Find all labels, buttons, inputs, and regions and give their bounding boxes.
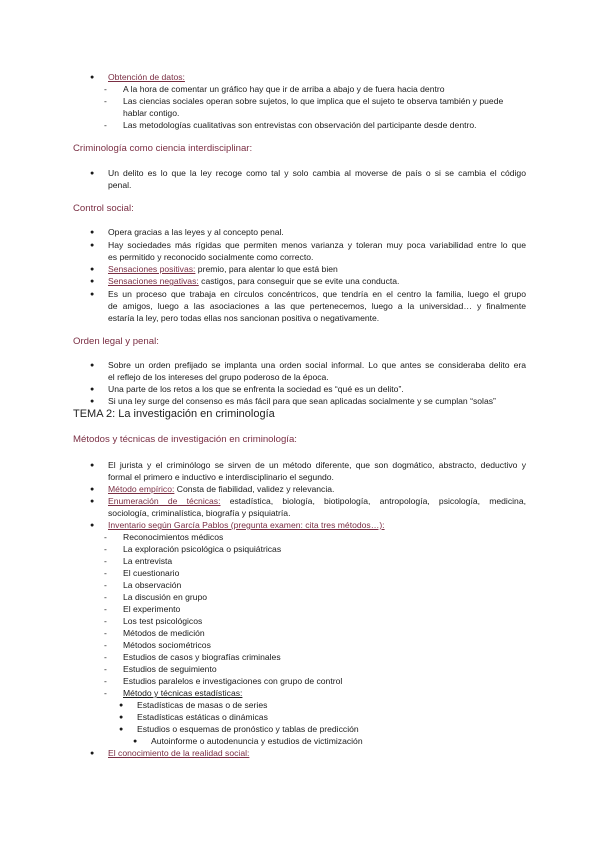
control-bullet-5: Es un proceso que trabaja en círculos concéntricos, que tendría en el centro la familia, luego el grupo	[108, 289, 526, 299]
inventario-item: La discusión en grupo	[123, 592, 208, 602]
control-bullet-2: Hay sociedades más rígidas que permiten menos varianza y toleran muy poca variabilidad entre lo que	[108, 240, 526, 250]
bullet-icon: ●	[90, 362, 95, 369]
bullet-icon: ●	[90, 291, 95, 298]
dash-icon: -	[104, 640, 107, 650]
control-bullet-3-label: Sensaciones positivas:	[108, 264, 196, 274]
inventario-item: Estudios de casos y biografías criminales	[123, 652, 281, 662]
control-bullet-3-text: premio, para alentar lo que está bien	[195, 264, 338, 274]
metodos-bullet-5: El conocimiento de la realidad social:	[108, 748, 250, 758]
orden-bullet-3: Si una ley surge del consenso es más fácil para que sean aplicadas socialmente y se cumplan “solas”	[108, 396, 496, 406]
inventario-item: El experimento	[123, 604, 181, 614]
control-bullet-5-cont2: estaría la ley, pero todas ellas nos sancionan positiva o negativamente.	[108, 313, 380, 323]
metodos-bullet-3-cont: sociología, criminalística, biografía y psiquiatría.	[108, 508, 291, 518]
bullet-icon: ●	[90, 229, 95, 236]
bullet-icon: ●	[90, 462, 95, 469]
tema-heading: TEMA 2: La investigación en criminología	[73, 408, 275, 420]
dash-icon: -	[104, 556, 107, 566]
obtencion-dash-3: Las metodologías cualitativas son entrevistas con observación del participante desde dentro.	[123, 120, 477, 130]
dash-icon: -	[104, 616, 107, 626]
inventario-item: La entrevista	[123, 556, 173, 566]
estadisticas-item: Estadísticas de masas o de series	[137, 700, 268, 710]
criminologia-bullet-1: Un delito es lo que la ley recoge como tal y solo cambia al moverse de país o si se cambia el código	[108, 168, 526, 178]
bullet-icon: ●	[90, 398, 95, 405]
metodos-bullet-2-text: Consta de fiabilidad, validez y relevancia.	[174, 484, 335, 494]
metodos-bullet-2-label: Método empírico:	[108, 484, 175, 494]
bullet-icon: ●	[90, 266, 95, 273]
control-bullet-1: Opera gracias a las leyes y al concepto penal.	[108, 227, 284, 237]
criminologia-bullet-1-cont: penal.	[108, 180, 132, 190]
inventario-item: Métodos de medición	[123, 628, 205, 638]
bullet-icon: ●	[90, 498, 95, 505]
dash-icon: -	[104, 544, 107, 554]
dash-icon: -	[104, 676, 107, 686]
criminologia-heading: Criminología como ciencia interdisciplinar:	[73, 143, 253, 154]
metodos-bullet-1: El jurista y el criminólogo se sirven de un método diferente, que son dogmático, abstracto, deductivo y	[108, 460, 526, 470]
inventario-item: La exploración psicológica o psiquiátricas	[123, 544, 282, 554]
metodos-bullet-4: Inventario según García Pablos (pregunta examen: cita tres métodos…):	[108, 520, 385, 530]
control-bullet-4	[108, 276, 399, 288]
bullet-icon: ●	[90, 386, 95, 393]
inventario-item: Los test psicológicos	[123, 616, 203, 626]
inventario-item: La observación	[123, 580, 182, 590]
bullet-icon: ●	[90, 170, 95, 177]
obtencion-dash-1: A la hora de comentar un gráfico hay que ir de arriba a abajo y de fuera hacia dentro	[123, 84, 445, 94]
dash-icon: -	[104, 628, 107, 638]
control-bullet-3	[108, 264, 338, 276]
dash-icon: -	[104, 664, 107, 674]
dash-icon: -	[104, 120, 107, 130]
orden-heading: Orden legal y penal:	[73, 336, 159, 347]
dash-icon: -	[104, 580, 107, 590]
bullet-icon: ●	[90, 74, 95, 81]
inventario-item: Reconocimientos médicos	[123, 532, 224, 542]
inventario-item: Estudios de seguimiento	[123, 664, 217, 674]
dash-icon: -	[104, 96, 107, 106]
dash-icon: -	[104, 568, 107, 578]
dash-icon: -	[104, 688, 107, 698]
bullet-icon: ●	[119, 714, 124, 721]
metodos-bullet-1-cont: formal el primero e inductivo e interdisciplinario el segundo.	[108, 472, 334, 482]
estadisticas-item: Estudios o esquemas de pronóstico y tablas de predicción	[137, 724, 359, 734]
bullet-icon: ●	[133, 738, 138, 745]
control-bullet-4-label: Sensaciones negativas:	[108, 276, 199, 286]
inventario-item: Métodos sociométricos	[123, 640, 211, 650]
estadisticas-item: Autoinforme o autodenuncia y estudios de victimización	[151, 736, 363, 746]
dash-icon: -	[104, 84, 107, 94]
control-bullet-4-text: castigos, para conseguir que se evite una conducta.	[198, 276, 400, 286]
dash-icon: -	[104, 652, 107, 662]
inventario-item: El cuestionario	[123, 568, 180, 578]
obtencion-title: Obtención de datos:	[108, 72, 185, 82]
control-heading: Control social:	[73, 203, 134, 214]
dash-icon: -	[104, 532, 107, 542]
estadisticas-label: Método y técnicas estadísticas:	[123, 688, 243, 698]
dash-icon: -	[104, 592, 107, 602]
metodos-heading: Métodos y técnicas de investigación en criminología:	[73, 434, 297, 445]
metodos-bullet-2	[108, 484, 334, 496]
control-bullet-2-cont: es permitido y reconocido socialmente como correcto.	[108, 252, 314, 262]
control-bullet-5-cont: de amigos, luego a las asociaciones a las que pertenecemos, luego a la universidad… y finalmente	[108, 301, 526, 311]
metodos-bullet-3	[108, 496, 526, 508]
obtencion-dash-2: Las ciencias sociales operan sobre sujetos, lo que implica que el sujeto te observa también y puede	[123, 96, 504, 106]
metodos-bullet-3-label: Enumeración de técnicas:	[108, 496, 221, 506]
orden-bullet-1: Sobre un orden prefijado se implanta una orden social informal. Lo que antes se consideraba delito era	[108, 360, 526, 370]
bullet-icon: ●	[90, 278, 95, 285]
bullet-icon: ●	[90, 242, 95, 249]
bullet-icon: ●	[119, 702, 124, 709]
bullet-icon: ●	[119, 726, 124, 733]
metodos-bullet-3-text: estadística, biología, biotipología, antropología, psicología, medicina,	[220, 496, 526, 506]
estadisticas-item: Estadísticas estáticas o dinámicas	[137, 712, 268, 722]
orden-bullet-1-cont: el reflejo de los intereses del grupo poderoso de la época.	[108, 372, 329, 382]
inventario-item: Estudios paralelos e investigaciones con grupo de control	[123, 676, 343, 686]
bullet-icon: ●	[90, 750, 95, 757]
obtencion-dash-2-cont: hablar contigo.	[123, 108, 180, 118]
bullet-icon: ●	[90, 522, 95, 529]
dash-icon: -	[104, 604, 107, 614]
orden-bullet-2: Una parte de los retos a los que se enfrenta la sociedad es “qué es un delito”.	[108, 384, 404, 394]
bullet-icon: ●	[90, 486, 95, 493]
